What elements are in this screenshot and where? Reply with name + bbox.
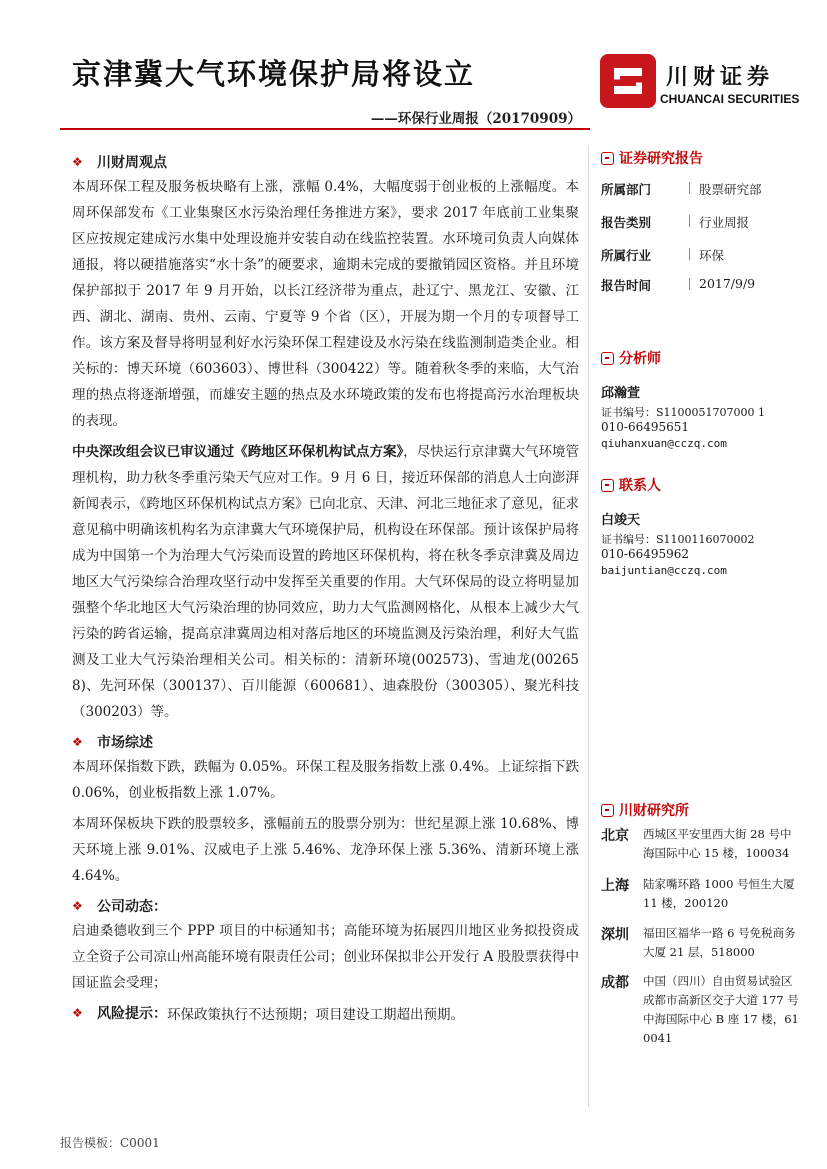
office-shanghai xyxy=(601,875,801,915)
office-city: 深圳 xyxy=(601,927,629,943)
contact-phone: 010-66495962 xyxy=(601,547,690,561)
report-icon xyxy=(601,152,614,165)
section-title: 市场综述 xyxy=(97,735,153,751)
analyst-name: 邱瀚萱 xyxy=(601,386,641,401)
sidebar-header-analyst xyxy=(601,348,661,368)
office-address: 福田区福华一路 6 号免税商务大厦 21 层，518000 xyxy=(643,926,796,959)
sidebar-header-report xyxy=(601,148,703,168)
paragraph-policy xyxy=(72,439,579,725)
meta-key: 报告时间 xyxy=(601,278,652,293)
meta-value: 环保 xyxy=(699,248,725,263)
sidebar-header-label: 分析师 xyxy=(619,351,661,367)
meta-key: 所属行业 xyxy=(601,248,652,263)
diamond-bullet-icon: ❖ xyxy=(72,899,83,913)
diamond-bullet-icon: ❖ xyxy=(72,155,83,169)
sidebar-header-label: 联系人 xyxy=(619,478,661,494)
office-chengdu xyxy=(601,972,801,1052)
meta-separator xyxy=(689,215,690,227)
sidebar-header-label: 证券研究报告 xyxy=(619,151,703,167)
footer-template-id: 报告模板：C0001 xyxy=(60,1136,160,1150)
analyst-phone: 010-66495651 xyxy=(601,420,690,434)
section-header-company xyxy=(72,894,579,918)
institute-icon xyxy=(601,804,614,817)
contact-cert: 证书编号：S1100116070002 xyxy=(601,532,755,546)
sidebar-header-contact xyxy=(601,475,661,495)
contact-email[interactable]: baijuntian@cczq.com xyxy=(601,563,727,577)
contact-card xyxy=(601,513,755,578)
logo-mark-icon xyxy=(600,54,656,108)
paragraph-market-stocks: 本周环保板块下跌的股票较多，涨幅前五的股票分别为：世纪星源上涨 10.68%、博天环境上涨 9.01%、汉威电子上涨 5.46%、龙净环保上涨 5.36%、清新环境上涨 4.64%。 xyxy=(72,816,579,884)
office-address: 陆家嘴环路 1000 号恒生大厦 11 楼，200120 xyxy=(643,877,795,910)
column-divider xyxy=(588,145,589,1107)
meta-separator xyxy=(689,278,690,290)
diamond-bullet-icon: ❖ xyxy=(72,1006,83,1020)
company-logo xyxy=(600,54,800,110)
meta-value: 股票研究部 xyxy=(699,182,762,197)
analyst-card xyxy=(601,386,765,451)
meta-separator xyxy=(689,248,690,260)
meta-separator xyxy=(689,182,690,194)
paragraph-market-index: 本周环保指数下跌，跌幅为 0.05%。环保工程及服务指数上涨 0.4%。上证综指下跌 0.06%，创业板指数上涨 1.07%。 xyxy=(72,759,579,801)
contact-icon xyxy=(601,479,614,492)
title-rule xyxy=(60,128,590,130)
office-shenzhen xyxy=(601,924,801,964)
section-title: 风险提示： xyxy=(97,1006,167,1022)
section-header-weekly-view xyxy=(72,150,579,174)
office-address: 中国（四川）自由贸易试验区成都市高新区交子大道 177 号中海国际中心 B 座 17 楼，610041 xyxy=(643,974,799,1045)
office-city: 上海 xyxy=(601,878,629,894)
meta-value: 2017/9/9 xyxy=(699,276,756,291)
report-subtitle: ——环保行业周报（20170909） xyxy=(370,111,581,127)
analyst-icon xyxy=(601,352,614,365)
sidebar-header-label: 川财研究所 xyxy=(619,803,689,819)
analyst-cert: 证书编号：S1100051707000 1 xyxy=(601,405,766,419)
office-beijing xyxy=(601,825,801,865)
office-address: 西城区平安里西大街 28 号中海国际中心 15 楼，100034 xyxy=(643,827,792,860)
logo-chinese-name: 川财证券 xyxy=(666,65,775,90)
sidebar-header-institute xyxy=(601,800,689,820)
contact-name: 白竣天 xyxy=(601,513,641,528)
office-city: 成都 xyxy=(601,975,629,991)
section-header-market xyxy=(72,730,579,754)
analyst-email[interactable]: qiuhanxuan@cczq.com xyxy=(601,436,727,450)
logo-english-name: CHUANCAI SECURITIES xyxy=(660,92,800,106)
paragraph-company: 启迪桑德收到三个 PPP 项目的中标通知书；高能环境为拓展四川地区业务拟投资成立全资子公司凉山州高能环境有限责任公司；创业环保拟非公开发行 A 股股票获得中国证监会受理； xyxy=(72,923,579,991)
policy-text: ，尽快运行京津冀大气环境管理机构，助力秋冬季重污染天气应对工作。9 月 6 日，接近环保部的消息人士向澎湃新闻表示，《跨地区环保机构试点方案》已向北京、天津、河北三地征求了意见，征求意见稿中明确该机构名为京津冀大气环境保护局，机构设在环保部。预计该保护局将成为中国第一个为治理大气污染而设置的跨地区环保机构，将在秋冬季京津冀及周边地区大气污染综合治理攻坚行动中发挥至关重要的作用。大气环保局的设立将明显加强整个华北地区大气污染治理的协同效应，助力大气监测网格化，从根本上减少大气污染的跨省运输，提高京津冀周边相对落后地区的环境监测及污染治理，利好大气监测及工业大气污染治理相关公司。相关标的：清新环境(002573)、雪迪龙(002658)、先河环保（300137）、百川能源（600681）、迪森股份（300305）、聚光科技（300203）等。 xyxy=(72,444,580,720)
report-title: 京津冀大气环境保护局将设立 xyxy=(72,57,476,91)
meta-value: 行业周报 xyxy=(699,215,750,230)
risk-text: 环保政策执行不达预期；项目建设工期超出预期。 xyxy=(167,1007,464,1023)
diamond-bullet-icon: ❖ xyxy=(72,735,83,749)
section-title: 公司动态： xyxy=(97,899,167,915)
section-risk xyxy=(72,1001,579,1025)
meta-key: 报告类别 xyxy=(601,215,652,230)
main-column xyxy=(72,150,579,1025)
section-title: 川财周观点 xyxy=(97,155,167,171)
meta-key: 所属部门 xyxy=(601,182,652,197)
paragraph-weekly-view: 本周环保工程及服务板块略有上涨，涨幅 0.4%，大幅度弱于创业板的上涨幅度。本周环保部发布《工业集聚区水污染治理任务推进方案》，要求 2017 年底前工业集聚区应按规定建成污水集中处理设施并安装自动在线监控装置。水环境司负责人向媒体通报，将以硬措施落实“水十条”的硬要求，逾期未完成的要撤销园区资格。并且环境保护部拟于 2017 年 9 月开始，以长江经济带为重点，赴辽宁、黑龙江、安徽、江西、湖北、湖南、贵州、云南、宁夏等 9 个省（区），开展为期一个月的专项督导工作。该方案及督导将明显利好水污染环保工程建设及水污染在线监测制造类企业。相关标的：博天环境（603603）、博世科（300422）等。随着秋冬季的来临，大气治理的热点将逐渐增强，而雄安主题的热点及水环境政策的发布也将提高污水治理板块的表现。 xyxy=(72,179,579,429)
policy-highlight: 中央深改组会议已审议通过《跨地区环保机构试点方案》 xyxy=(72,444,404,460)
office-city: 北京 xyxy=(601,828,629,844)
